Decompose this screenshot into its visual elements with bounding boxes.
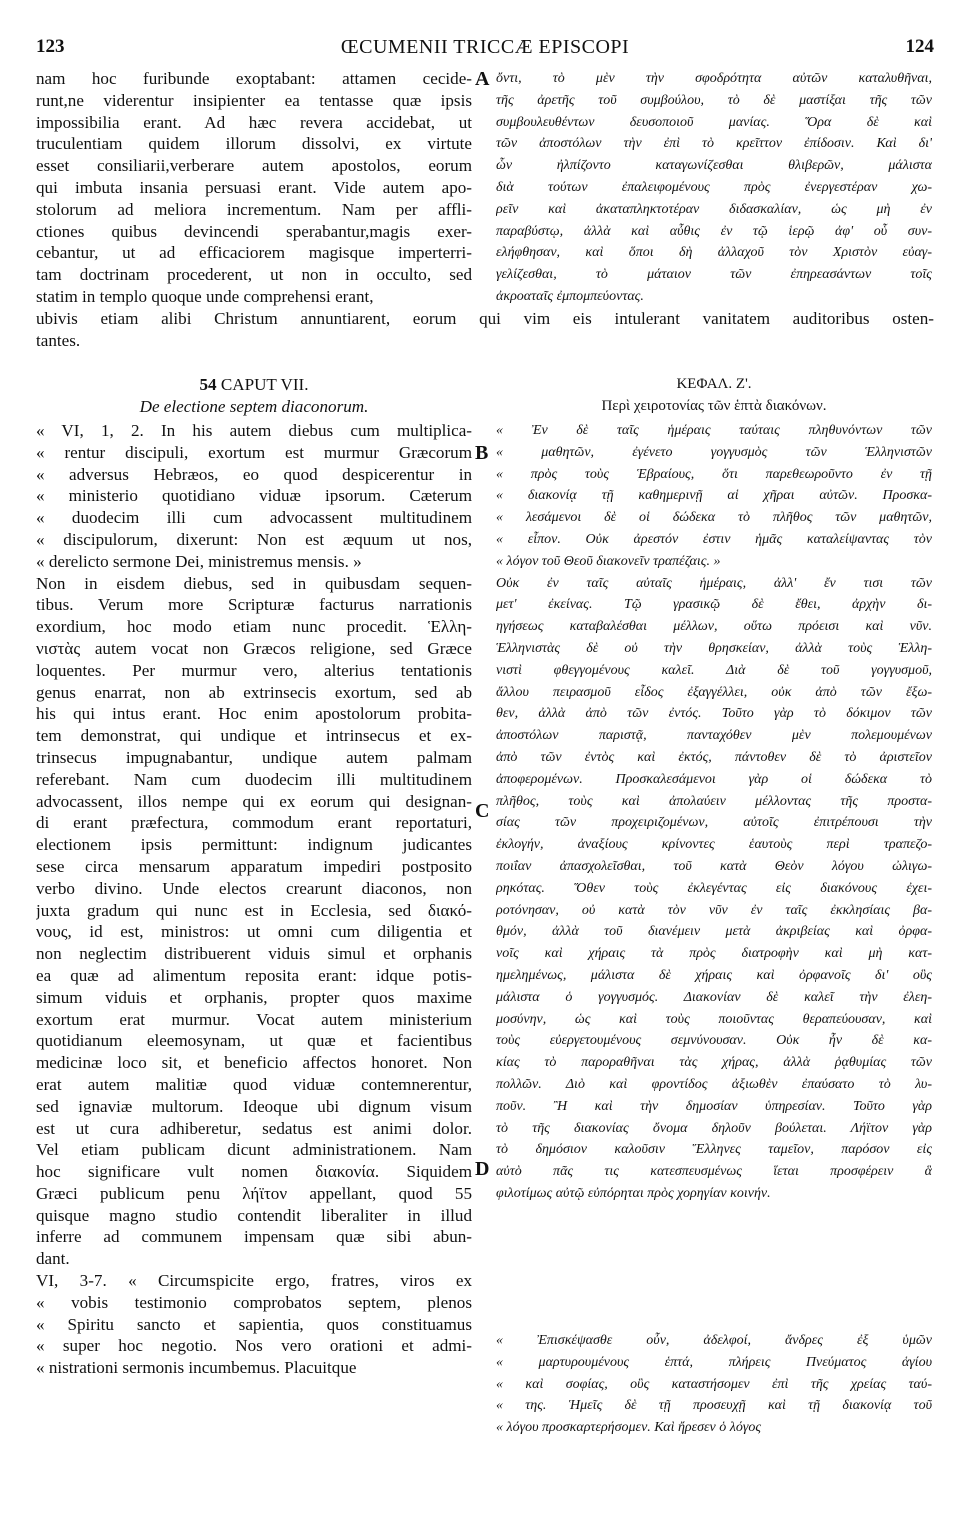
text-line: tem demonstrat, qui undique et intrinsecus et ex- — [36, 726, 472, 746]
page-number-left: 123 — [36, 36, 65, 57]
text-line: referebant. Nam cum duodecim illi multitudinem — [36, 769, 472, 789]
text-line: « vobis testimonio comprobatos septem, plenos — [36, 1292, 472, 1312]
text-line: di erant præfectura, commodum erant reportaturi, — [36, 813, 472, 833]
text-line: « διακονίᾳ τῇ καθημερινῇ αἱ χῆραι αὐτῶν. Προσκα- — [496, 488, 932, 504]
running-title: ŒCUMENII TRICCÆ EPISCOPI — [340, 36, 630, 58]
text-line: τοὺς εὐεργετουμένους σεμνύνουσαν. Οὐκ ἦν δὲ κα- — [496, 1033, 932, 1049]
latin-chapter-title: CAPUT VII. — [220, 375, 309, 394]
text-line: medicinæ loco sit, et beneficio affectos honoret. Non — [36, 1053, 472, 1073]
text-line: « derelicto sermone Dei, ministremus mensis. » — [36, 551, 362, 571]
text-line: τῶν ἀποστόλων τὴν ἐπὶ τὸ κρεῖττον ἐπίδοσιν. Καὶ δι' — [496, 136, 932, 152]
text-line: impossibilia erant. Ad hæc revera accidebat, ut — [36, 112, 472, 132]
text-line: loquentes. Per murmur vero, alterius tentationis — [36, 660, 472, 680]
text-line: sed ignaviæ multorum. Ideoque ubi dignum visum — [36, 1096, 472, 1116]
greek-column-top — [496, 68, 932, 308]
text-line: ἀπὸ τῶν ἐντὸς καὶ ἐκτός, πάντοθεν δὲ τὸ ἀριστεῖον — [496, 749, 932, 765]
text-line: « μαθητῶν, ἐγένετο γογγυσμὸς τῶν Ἑλληνιστῶν — [496, 444, 932, 460]
text-line: « πρὸς τοὺς Ἑβραίους, ὅτι παρεθεωροῦντο ἐν τῇ — [496, 466, 932, 482]
text-line: « λεσάμενοι δὲ οἱ δώδεκα τὸ πλῆθος τῶν μαθητῶν, — [496, 510, 932, 526]
full-width-text — [36, 308, 934, 352]
text-line: qui imbuta insania persuasi erant. Vide autem apo- — [36, 177, 472, 197]
text-line: VI, 3-7. « Circumspicite ergo, fratres, viros ex — [36, 1271, 472, 1291]
text-line: τὸ τῆς διακονίας ὄνομα δηλοῦν βούλεται. Λήϊτον γὰρ — [496, 1120, 932, 1136]
text-line: ἀκροαταῖς ἐμπομπεύοντας. — [496, 288, 644, 304]
text-line: Non in eisdem diebus, sed in quibusdam sequen- — [36, 573, 472, 593]
page-number-right: 124 — [905, 36, 934, 57]
text-line: « nistrationi sermonis incumbemus. Placuitque — [36, 1358, 357, 1378]
margin-marker-a: A — [475, 68, 490, 90]
latin-column-top — [36, 68, 472, 308]
text-line: tantes. — [36, 330, 81, 350]
text-line: truculentiam quidem illorum dissolvi, ex virtute — [36, 134, 472, 154]
latin-chapter-number: 54 — [199, 375, 217, 394]
text-line: ηγήσεως καταβαλέσθαι μέλλων, οὕτω πρόεισι καὶ νῦν. — [496, 619, 932, 635]
text-line: μοσύνην, ὡς καὶ τοὺς ποιοῦντας θεραπεύουσαν, καὶ — [496, 1011, 932, 1027]
text-line: « εἶπον. Οὐκ ἀρεστόν ἐστιν ἡμᾶς καταλείψαντας τὸν — [496, 531, 932, 547]
text-line: advocassent, illos nempe qui ex eorum qui designan- — [36, 791, 472, 811]
text-line: est ut cura adhiberetur, sedatus est animi dolor. — [36, 1118, 472, 1138]
text-line: juxta gradum qui nunc est in Ecclesia, sed διακό- — [36, 900, 472, 920]
text-line: sese circa mensarum apparatum impediri postposito — [36, 856, 472, 876]
text-line: τὸ δημόσιον καλοῦσιν Ἕλληνες ταμεῖον, παρόσον εἰς — [496, 1142, 932, 1158]
text-line: « λόγου προσκαρτερήσομεν. Καὶ ἤρεσεν ὁ λόγος — [496, 1420, 762, 1436]
text-line: statim in templo quoque unde comprehensi erant, — [36, 286, 374, 306]
greek-chapter-subtitle: Περὶ χειροτονίας τῶν ἑπτὰ διακόνων. — [601, 397, 827, 414]
text-line: πλῆθος, τοὺς καὶ ἀπολαύειν μέλλοντας τῆς προστα- — [496, 793, 932, 809]
text-line: γελίζεσθαι, τὸ μάταιον τῶν ἐπηρεασάντων τοῖς — [496, 267, 932, 283]
text-line: μάλιστα ὁ γογγυσμός. Διακονίαν δὲ καλεῖ τὴν ἐλεη- — [496, 989, 932, 1005]
text-line: θμόν, ἀλλὰ τοῦ διανέμειν μετὰ ἀκριβείας καὶ ὀρφα- — [496, 924, 932, 940]
text-line: « καὶ σοφίας, οὓς καταστήσομεν ἐπὶ τῆς χρείας ταύ- — [496, 1376, 932, 1392]
text-line: θεν, ἀλλὰ ἀπὸ τῶν ἐντός. Τοῦτο γὰρ τὸ δόκιμον τῶν — [496, 706, 932, 722]
greek-column-body — [496, 420, 932, 1205]
text-line: ημελημένως, μάλιστα δὲ χήραις καὶ ὀρφανοῖς δι' οὓς — [496, 967, 932, 983]
text-line: φιλοτίμως αὐτῷ εὐπόρηται πρὸς χορηγίαν κοινήν. — [496, 1185, 771, 1201]
text-line: erat autem malitiæ quod viduæ contemnerentur, — [36, 1074, 472, 1094]
text-line: ποῦν. Ἢ καὶ τὴν δημοσίαν ὑπηρεσίαν. Τοῦτο γὰρ — [496, 1098, 932, 1114]
text-line: exordium, hoc modo etiam nunc procedit. Ἑλλη- — [36, 617, 472, 637]
text-line: « discipulorum, dixerunt: Non est æquum ut nos, — [36, 529, 472, 549]
text-line: νιστὰς autem vocat non Græcos religione, sed Græce — [36, 638, 472, 658]
latin-column-body — [36, 420, 472, 1379]
text-line: ea quæ ad alimentum reposita erant: idque potis- — [36, 965, 472, 985]
text-line: Græci publicum penu λήϊτον appellant, quod 55 — [36, 1183, 472, 1203]
text-line: ελήφθησαν, καὶ ὅποι δὴ ἀλλαχοῦ τὸν Χριστὸν εὐαγ- — [496, 245, 932, 261]
text-line: ποιΐαν ἀπασχολεῖσθαι, τοῦ κατὰ Θεὸν λόγου ὠλιγω- — [496, 858, 932, 874]
text-line: « Spiritu sancto et sapientia, quos constituamus — [36, 1314, 472, 1334]
text-line: Οὐκ ἐν ταῖς αὐταῖς ἡμέραις, ἀλλ' ἔν τισι τῶν — [496, 575, 932, 591]
text-line: « μαρτυρουμένους ἑπτά, πλήρεις Πνεύματος ἁγίου — [496, 1354, 932, 1370]
margin-marker-d: D — [475, 1158, 490, 1180]
text-line: αὐτὸ πᾶς τις κατεσπευσμένως ἵεται προσφέρειν ἃ — [496, 1164, 932, 1180]
text-line: νιστὶ φθεγγομένους καλεῖ. Διὰ δὲ τοῦ γογγυσμοῦ, — [496, 662, 932, 678]
text-line: τῆς ἀρετῆς τοῦ συμβούλου, τὸ δὲ μαστίξαι τῆς τῶν — [496, 92, 932, 108]
text-line: electionem ipsis permittunt: indignum judicantes — [36, 835, 472, 855]
text-line: « της. Ἡμεῖς δὲ τῇ προσευχῇ καὶ τῇ διακονίᾳ τοῦ — [496, 1398, 932, 1414]
text-line: « adversus Hebræos, eo quod despicerentur in — [36, 464, 472, 484]
text-line: ἄλλου πειρασμοῦ εἶδος ἐξαγγέλλει, οὐκ ἀπὸ τῶν ἔξω- — [496, 684, 932, 700]
text-line: « Ἐν δὲ ταῖς ἡμέραις ταύταις πληθυνόντων τῶν — [496, 423, 932, 438]
text-line: πολλῶν. Διὸ καὶ φροντίδος ἀξιωθὲν ἐπαύσατο τὸ λυ- — [496, 1076, 932, 1092]
text-line: trinsecus impugnabantur, undique autem palmam — [36, 747, 472, 767]
text-line: exortum erat murmur. Vocat autem ministerium — [36, 1009, 472, 1029]
text-line: « super hoc negotio. Nos vero orationi et admi- — [36, 1336, 472, 1356]
text-line: nam hoc furibunde exoptabant: attamen cecide- — [36, 69, 472, 88]
text-line: quotidianum eleemosynam, ut quæ et facientibus — [36, 1031, 472, 1051]
text-line: non neglectim distribuerent viduis simul et orphanis — [36, 944, 472, 964]
text-line: « ministerio quotidiano viduæ ipsorum. Cæterum — [36, 486, 472, 506]
text-line: runt,ne viderentur insipienter ea tentasse quæ ipsis — [36, 90, 472, 110]
text-line: « VI, 1, 2. In his autem diebus cum multiplica- — [36, 421, 472, 440]
text-line: stolorum ad meliora incrementum. Nam per affli- — [36, 199, 472, 219]
text-line: hoc significare vult nomen διακονία. Siquidem — [36, 1162, 472, 1182]
greek-chapter-title: ΚΕΦΑΛ. Ζ'. — [676, 376, 752, 392]
text-line: ὄντι, τὸ μὲν τὴν σφοδρότητα αὐτῶν καταλυθῆναι, — [496, 71, 932, 86]
text-line: παραβύστῳ, ἀλλὰ καὶ αὖθις ἐν τῷ ἱερῷ ἀφ' οὗ συν- — [496, 223, 932, 239]
text-line: « duodecim illi cum advocassent multitudinem — [36, 508, 472, 528]
text-line: genus enarrat, non ab extrinsecis exortum, sed ab — [36, 682, 472, 702]
text-line: inferre ad communem impensam quæ sibi abun- — [36, 1227, 472, 1247]
text-line: cebantur, ut ad efficaciorem magisque imperterri- — [36, 243, 472, 263]
text-line: ρεῖν καὶ ἀκαταπληκτοτέραν διδασκαλίαν, ὡς μὴ ἐν — [496, 201, 932, 217]
text-line: esset consiliarii,verberare autem apostolos, eorum — [36, 156, 472, 176]
page-header — [36, 36, 934, 64]
margin-marker-c: C — [475, 800, 490, 822]
text-line: ἀποστόλων παριστᾷ, πανταχόθεν μὲν πολεμουμένων — [496, 728, 932, 744]
margin-marker-b: B — [475, 442, 489, 464]
text-line: Ἑλληνιστὰς δὲ οὐ τὴν θρησκείαν, ἀλλὰ τοὺς Ἑλλη- — [496, 640, 932, 656]
text-line: « rentur discipuli, exortum est murmur Græcorum — [36, 442, 472, 462]
text-line: tibus. Verum more Scripturæ facturus narrationis — [36, 595, 472, 615]
text-line: ctiones quibus devincendi sperabantur,magis exer- — [36, 221, 472, 241]
text-line: ἀποφερομένων. Προσκαλεσάμενοι γὰρ οἱ δώδεκα τὸ — [496, 771, 932, 787]
text-line: νοῖς καὶ χήραις τὰ πρὸς διατροφὴν καὶ μὴ κατ- — [496, 946, 932, 962]
text-line: tam doctrinam procederent, ut non in occulto, sed — [36, 265, 472, 285]
text-line: ἐκλογήν, ἀναξίους κρίνοντες ἑαυτοὺς περὶ τραπεζο- — [496, 837, 932, 853]
latin-chapter-subtitle: De electione septem diaconorum. — [139, 396, 369, 416]
text-line: his qui intus erant. Hoc enim apostolorum probita- — [36, 704, 472, 724]
text-line: διὰ τούτων ἐπαλειφομένους πρὸς ἐνεργεστέραν χω- — [496, 179, 932, 195]
text-line: ρηκότας. Ὅθεν τοὺς ἐκλεγέντας εἰς διακόνους ἐχει- — [496, 880, 932, 896]
text-line: ροτόνησαν, οὐ κατὰ τὸν νῦν ἐν ταῖς ἐκκλησίαις βα- — [496, 902, 932, 918]
greek-column-bottom — [496, 1330, 932, 1439]
text-line: « λόγον τοῦ Θεοῦ διακονεῖν τραπέζαις. » — [496, 553, 721, 569]
text-line: Vel etiam publicam dicunt administrationem. Nam — [36, 1140, 472, 1160]
text-line: ubivis etiam alibi Christum annuntiarent, eorum qui vim eis intulerant vanitatem auditoribus osten- — [36, 309, 934, 328]
text-line: μετ' ἐκείνας. Τῷ γρασικῷ δὲ ἔθει, ἀρχὴν δι- — [496, 597, 932, 613]
text-line: συμβουλευθέντων δευσοποιοῦ μανίας. Ὅρα δὲ καὶ — [496, 114, 932, 130]
text-line: νους, id est, ministros: ut omni cum diligentia et — [36, 922, 472, 942]
greek-chapter-heading — [496, 374, 932, 418]
text-line: ὧν ἠλπίζοντο καταγωνίζεσθαι θλιβερῶν, μάλιστα — [496, 158, 932, 174]
text-line: « Ἐπισκέψασθε οὖν, ἀδελφοί, ἄνδρες ἐξ ὑμῶν — [496, 1333, 932, 1348]
text-line: quisque magno studio contendit liberaliter in illud — [36, 1205, 472, 1225]
text-line: dant. — [36, 1249, 70, 1269]
text-line: verbo divino. Unde electos crearunt diaconos, non — [36, 878, 472, 898]
latin-chapter-heading — [36, 374, 472, 418]
text-line: σίας τῶν προχειριζομένων, αὐτοῖς ἐπιτρέπουσι τὴν — [496, 815, 932, 831]
text-line: simum viduis et orphanis, propter quos maxime — [36, 987, 472, 1007]
text-line: κίας τὸ παροραθῆναι τὰς χήρας, ἀλλὰ ῥᾳθυμίας τῶν — [496, 1055, 932, 1071]
